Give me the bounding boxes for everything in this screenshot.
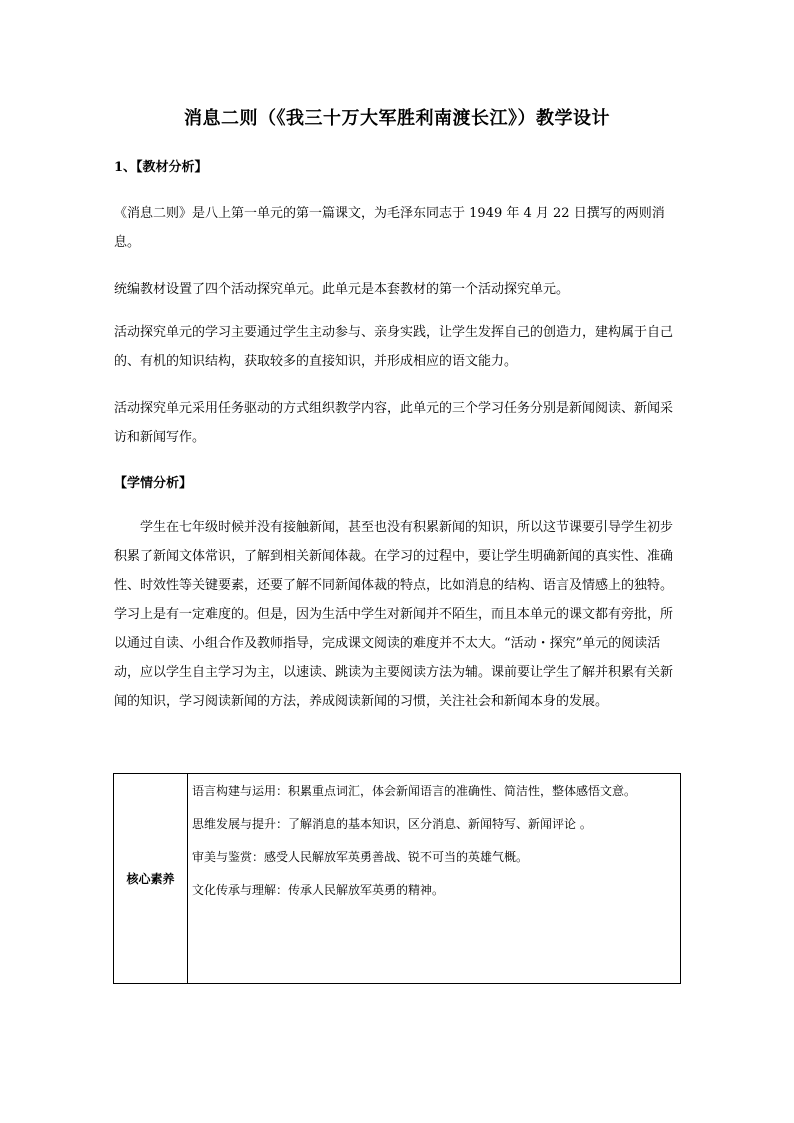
document-title: 消息二则（《我三十万大军胜利南渡长江》）教学设计 (184, 108, 610, 129)
section-heading-textbook-analysis: 1、【教材分析】 (114, 160, 208, 175)
paragraph-textbook-3: 活动探究单元的学习主要通过学生主动参与、亲身实践，让学生发挥自己的创造力，建构属于自己的、有机的知识结构，获取较多的直接知识，并形成相应的语文能力。 (114, 325, 674, 369)
paragraph-learner-analysis: 学生在七年级时候并没有接触新闻，甚至也没有积累新闻的知识，所以这节课要引导学生初步积累了新闻文体常识，了解到相关新闻体裁。在学习的过程中，要让学生明确新闻的真实性、准确性、时效性等关键要素，还要了解不同新闻体裁的特点，比如消息的结构、语言及情感上的独特。学习上是有一定难度的。但是，因为生活中学生对新闻并不陌生，而且本单元的课文都有旁批，所以通过自读、小组合作及教师指导，完成课文阅读的难度并不太大。“活动・探究”单元的阅读活动，应以学生自主学习为主，以速读、跳读为主要阅读方法为辅。课前要让学生了解并积累有关新闻的知识，学习阅读新闻的方法，养成阅读新闻的习惯，关注社会和新闻本身的发展。 (114, 520, 674, 709)
literacy-item-language: 语言构建与运用：积累重点词汇，体会新闻语言的准确性、简洁性，整体感悟文意。 (192, 784, 637, 798)
core-literacy-table (113, 773, 681, 984)
table-content-cell (188, 774, 680, 910)
table-label-cell: 核心素养 (114, 774, 188, 983)
paragraph-textbook-2: 统编教材设置了四个活动探究单元。此单元是本套教材的第一个活动探究单元。 (114, 282, 570, 297)
literacy-item-aesthetics: 审美与鉴赏：感受人民解放军英勇善战、锐不可当的英雄气概。 (192, 850, 529, 864)
literacy-item-thinking: 思维发展与提升：了解消息的基本知识，区分消息、新闻特写、新闻评论 。 (192, 817, 592, 831)
paragraph-textbook-4: 活动探究单元采用任务驱动的方式组织教学内容，此单元的三个学习任务分别是新闻阅读、新闻采访和新闻写作。 (114, 401, 674, 445)
paragraph-textbook-1: 《消息二则》是八上第一单元的第一篇课文，为毛泽东同志于 1949 年 4 月 22 日撰写的两则消息。 (114, 206, 665, 250)
literacy-item-culture: 文化传承与理解：传承人民解放军英勇的精神。 (192, 883, 445, 897)
section-heading-learner-analysis: 【学情分析】 (114, 476, 193, 491)
